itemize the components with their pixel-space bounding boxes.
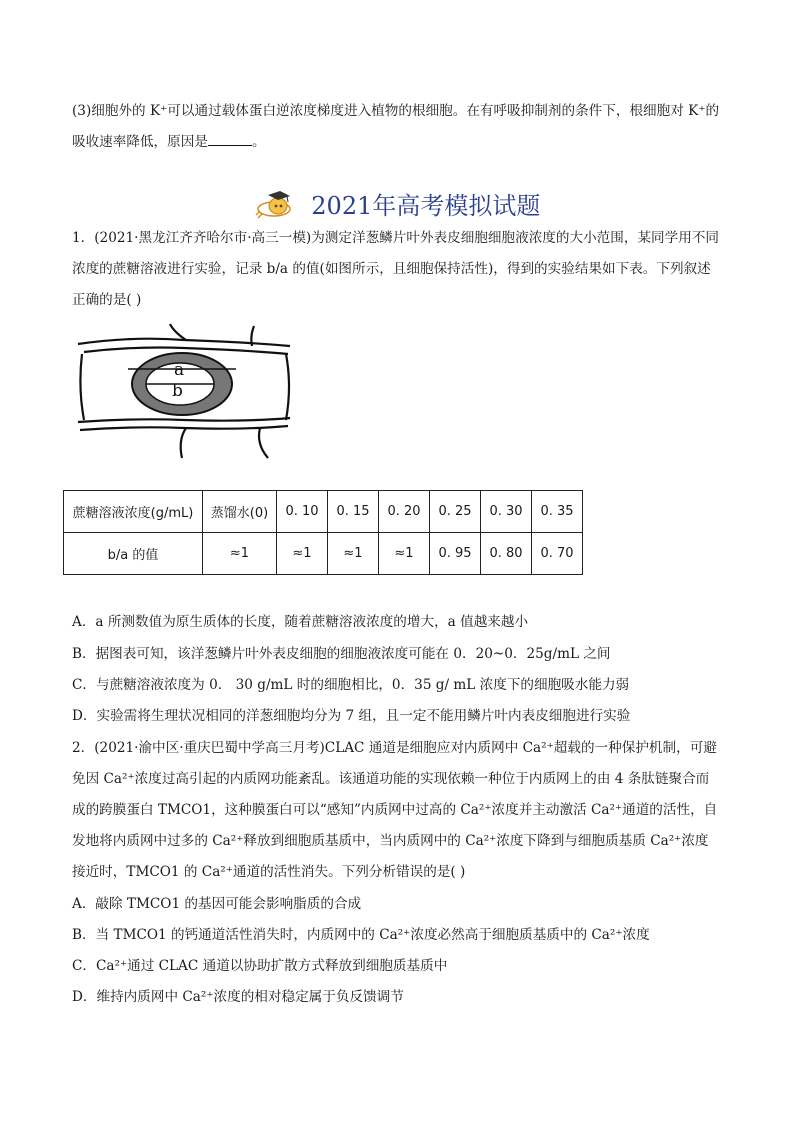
q2-stem-line-5: 接近时，TMCO1 的 Ca²⁺通道的活性消失。下列分析错误的是( )	[72, 864, 466, 880]
prev-question-end: 。	[251, 134, 266, 150]
table-row	[64, 533, 583, 575]
answer-blank	[208, 132, 252, 146]
q2-option-d: D．维持内质网中 Ca²⁺浓度的相对稳定属于负反馈调节	[72, 989, 404, 1005]
q2-stem-line-4: 发地将内质网中过多的 Ca²⁺释放到细胞质基质中，当内质网中的 Ca²⁺浓度下降到与细胞质基质 Ca²⁺浓度	[72, 833, 709, 849]
table-cell: 0. 15	[328, 491, 379, 533]
q2-option-a: A．敲除 TMCO1 的基因可能会影响脂质的合成	[72, 896, 362, 912]
q1-option-c: C．与蔗糖溶液浓度为 0． 30 g/mL 时的细胞相比，0．35 g/ mL 浓度下的细胞吸水能力弱	[72, 677, 630, 693]
table-cell: ≈1	[379, 533, 430, 575]
q1-option-b: B．据图表可知，该洋葱鳞片叶外表皮细胞的细胞液浓度可能在 0．20~0．25g/mL 之间	[72, 646, 611, 662]
table-cell: ≈1	[203, 533, 277, 575]
q1-option-d: D．实验需将生理状况相同的洋葱细胞均分为 7 组，且一定不能用鳞片叶内表皮细胞进行实验	[72, 708, 631, 724]
prev-question-text: 吸收速率降低，原因是	[72, 134, 208, 150]
q1-stem-line-2: 浓度的蔗糖溶液进行实验，记录 b/a 的值(如图所示，且细胞保持活性)，得到的实验结果如下表。下列叙述	[72, 261, 711, 277]
table-cell: 0. 70	[532, 533, 583, 575]
cell-diagram	[74, 322, 296, 460]
table-cell: 蔗糖溶液浓度(g/mL)	[64, 491, 203, 533]
section-title: 2021年高考模拟试题	[311, 192, 541, 220]
q1-stem-line-3: 正确的是( )	[72, 292, 142, 308]
data-table	[63, 490, 583, 575]
table-cell: 0. 20	[379, 491, 430, 533]
label-a: a	[174, 360, 185, 380]
prev-question-line-2	[72, 132, 266, 152]
table-cell: 0. 95	[430, 533, 481, 575]
table-cell: 0. 80	[481, 533, 532, 575]
prev-question-line-1: (3)细胞外的 K⁺可以通过载体蛋白逆浓度梯度进入植物的根细胞。在有呼吸抑制剂的条件下，根细胞对 K⁺的	[72, 103, 720, 119]
q1-stem-line-1: 1．(2021·黑龙江齐齐哈尔市·高三一模)为测定洋葱鳞片叶外表皮细胞细胞液浓度的大小范围，某同学用不同	[72, 230, 720, 246]
section-header	[0, 186, 794, 221]
table-cell: ≈1	[328, 533, 379, 575]
table-cell: ≈1	[277, 533, 328, 575]
table-cell: 0. 35	[532, 491, 583, 533]
table-cell: 蒸馏水(0)	[203, 491, 277, 533]
table-cell: 0. 30	[481, 491, 532, 533]
q2-stem-line-3: 成的跨膜蛋白 TMCO1，这种膜蛋白可以“感知”内质网中过高的 Ca²⁺浓度并主动激活 Ca²⁺通道的活性，自	[72, 802, 718, 818]
q2-stem-line-1: 2．(2021·渝中区·重庆巴蜀中学高三月考)CLAC 通道是细胞应对内质网中 Ca²⁺超载的一种保护机制，可避	[72, 740, 717, 756]
table-row	[64, 491, 583, 533]
table-cell: 0. 25	[430, 491, 481, 533]
graduation-cap-logo-icon	[254, 189, 298, 219]
q2-stem-line-2: 免因 Ca²⁺浓度过高引起的内质网功能紊乱。该通道功能的实现依赖一种位于内质网上的由 4 条肽链聚合而	[72, 771, 710, 787]
q2-option-c: C．Ca²⁺通过 CLAC 通道以协助扩散方式释放到细胞质基质中	[72, 958, 448, 974]
table-cell: 0. 10	[277, 491, 328, 533]
q2-option-b: B．当 TMCO1 的钙通道活性消失时，内质网中的 Ca²⁺浓度必然高于细胞质基质中的 Ca²⁺浓度	[72, 927, 650, 943]
table-cell: b/a 的值	[64, 533, 203, 575]
q1-option-a: A．a 所测数值为原生质体的长度，随着蔗糖溶液浓度的增大，a 值越来越小	[72, 614, 529, 630]
label-b: b	[172, 381, 183, 401]
